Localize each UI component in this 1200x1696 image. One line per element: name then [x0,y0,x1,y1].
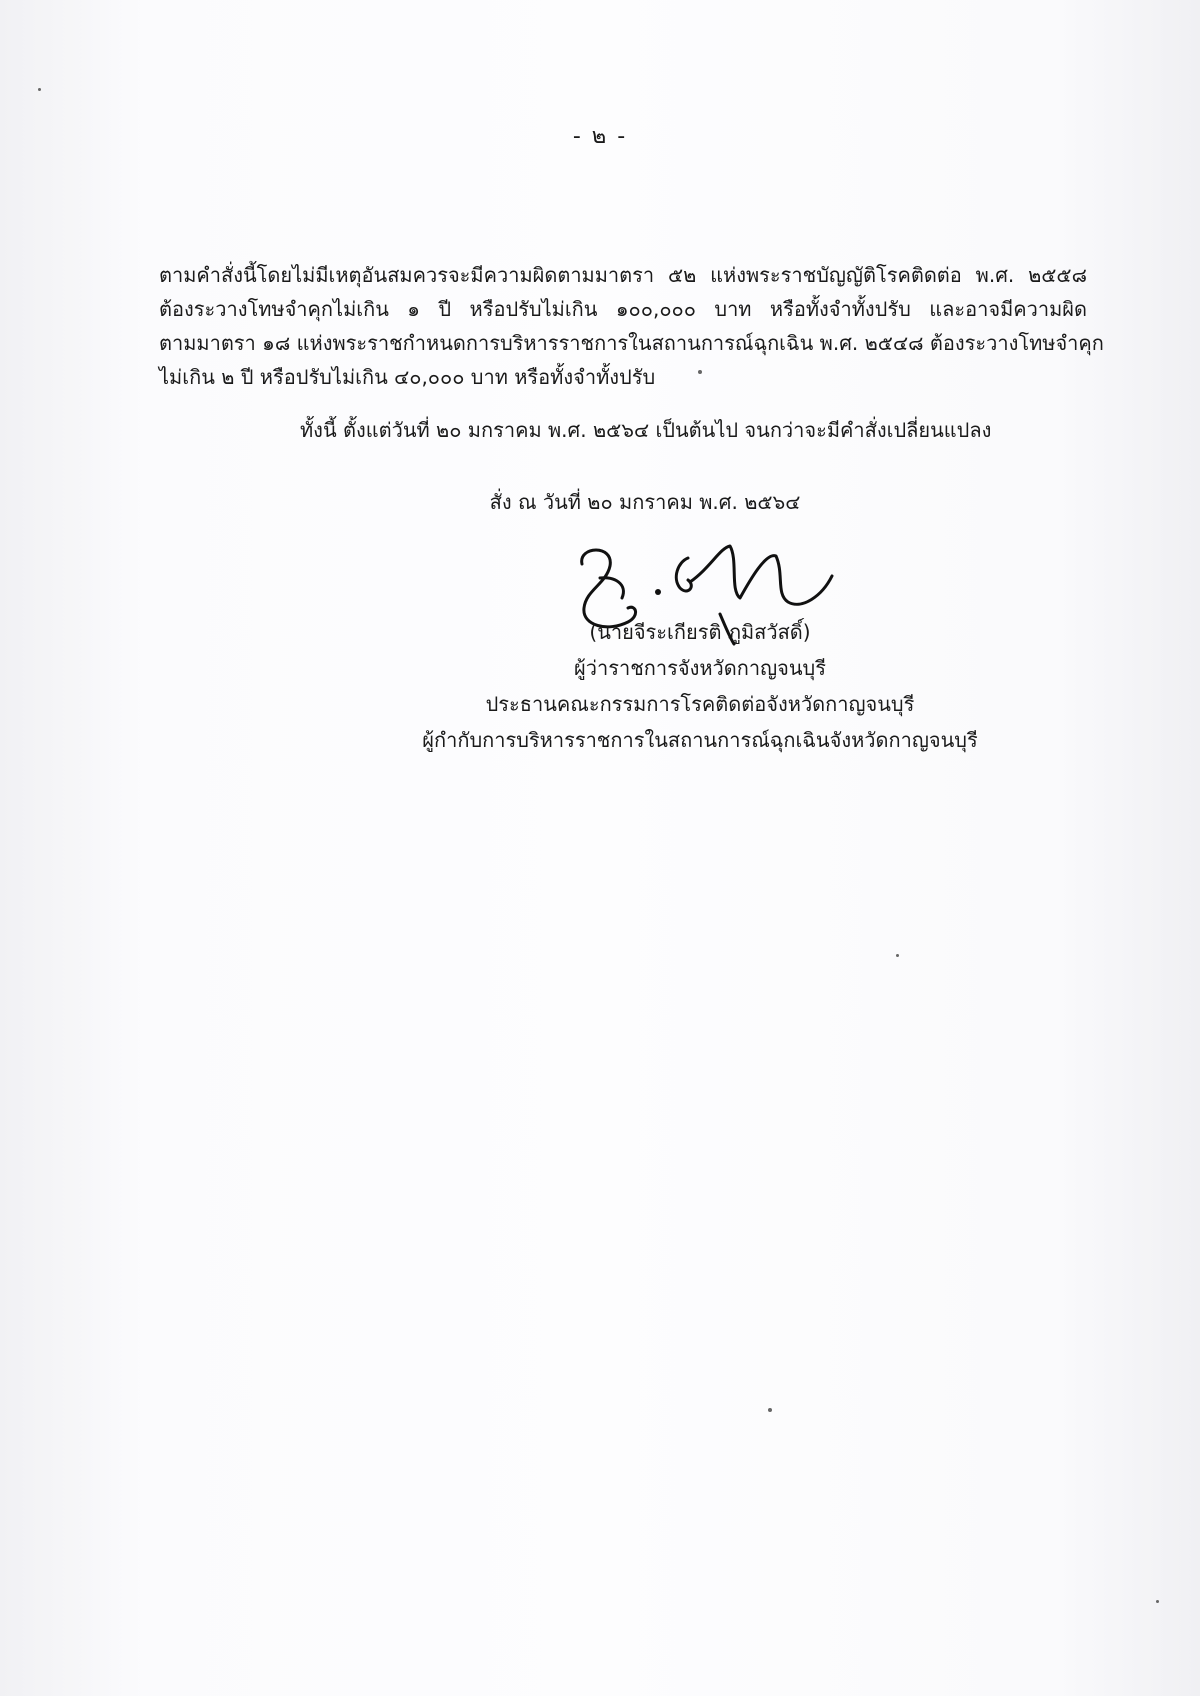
body-line: ตามมาตรา ๑๘ แห่งพระราชกำหนดการบริหารราชการในสถานการณ์ฉุกเฉิน พ.ศ. ๒๕๔๘ ต้องระวางโทษจำคุก [159,331,1104,355]
signature-dot [655,589,661,595]
effective-date-line: ทั้งนี้ ตั้งแต่วันที่ ๒๐ มกราคม พ.ศ. ๒๕๖๔ เป็นต้นไป จนกว่าจะมีคำสั่งเปลี่ยนแปลง [300,418,992,442]
body-line: ไม่เกิน ๒ ปี หรือปรับไม่เกิน ๔๐,๐๐๐ บาท หรือทั้งจำทั้งปรับ [159,365,656,389]
scan-speck [768,1408,772,1412]
scan-speck [896,954,899,957]
scan-speck [38,88,41,91]
scan-speck [698,370,702,374]
signatory-title: ผู้กำกับการบริหารราชการในสถานการณ์ฉุกเฉินจังหวัดกาญจนบุรี [422,728,978,752]
body-line: ตามคำสั่งนี้โดยไม่มีเหตุอันสมควรจะมีความผิดตามมาตรา ๕๒ แห่งพระราชบัญญัติโรคติดต่อ พ.ศ. ๒๕๕๘ [159,263,1087,287]
body-line: ต้องระวางโทษจำคุกไม่เกิน ๑ ปี หรือปรับไม่เกิน ๑๐๐,๐๐๐ บาท หรือทั้งจำทั้งปรับ และอาจมีความผิด [159,297,1087,321]
signatory-name: (นายจีระเกียรติ ภูมิสวัสดิ์) [589,620,811,644]
signatory-title: ประธานคณะกรรมการโรคติดต่อจังหวัดกาญจนบุรี [485,692,915,716]
order-date: สั่ง ณ วันที่ ๒๐ มกราคม พ.ศ. ๒๕๖๔ [489,490,801,514]
page-number: - ๒ - [572,124,628,149]
signatory-title: ผู้ว่าราชการจังหวัดกาญจนบุรี [574,656,826,680]
body-paragraph [159,258,1104,394]
scan-speck [1156,1600,1159,1603]
